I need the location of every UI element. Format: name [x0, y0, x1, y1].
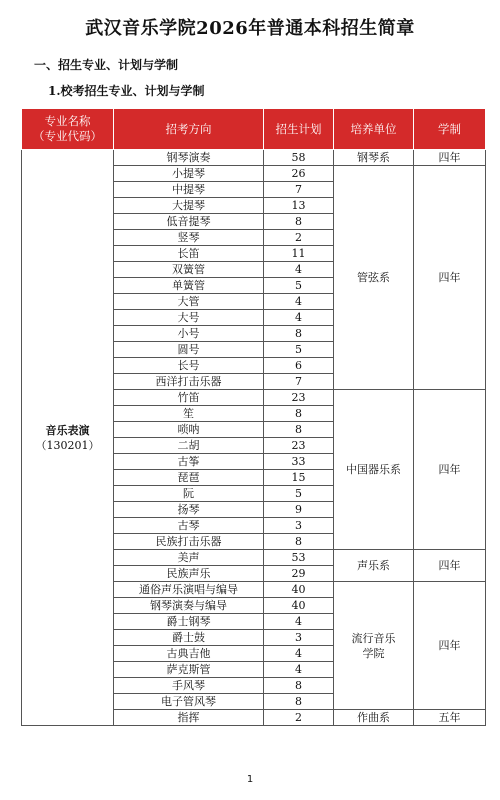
duration-cell: 四年 [414, 582, 486, 710]
plan-cell: 3 [264, 630, 334, 646]
unit-cell [334, 582, 414, 710]
plan-cell: 9 [264, 502, 334, 518]
direction-cell: 扬琴 [114, 502, 264, 518]
direction-cell: 阮 [114, 486, 264, 502]
direction-cell: 古琴 [114, 518, 264, 534]
unit-line: 学院 [362, 646, 385, 660]
plan-cell: 8 [264, 694, 334, 710]
major-cell [22, 150, 114, 726]
direction-cell: 民族打击乐器 [114, 534, 264, 550]
header-plan: 招生计划 [264, 109, 334, 150]
header-duration: 学制 [414, 109, 486, 150]
page-number: 1 [246, 774, 254, 785]
plan-cell: 8 [264, 422, 334, 438]
direction-cell: 中提琴 [114, 182, 264, 198]
plan-cell: 5 [264, 278, 334, 294]
unit-cell: 中国器乐系 [334, 390, 414, 550]
plan-cell: 8 [264, 678, 334, 694]
plan-cell: 4 [264, 262, 334, 278]
direction-cell: 爵士鼓 [114, 630, 264, 646]
plan-cell: 7 [264, 182, 334, 198]
plan-cell: 7 [264, 374, 334, 390]
unit-cell: 声乐系 [334, 550, 414, 582]
direction-cell: 手风琴 [114, 678, 264, 694]
direction-cell: 单簧管 [114, 278, 264, 294]
plan-cell: 13 [264, 198, 334, 214]
plan-cell: 4 [264, 294, 334, 310]
plan-cell: 4 [264, 662, 334, 678]
table-body [22, 150, 486, 726]
major-code: （130201） [35, 438, 100, 452]
plan-cell: 4 [264, 614, 334, 630]
plan-cell: 2 [264, 710, 334, 726]
plan-cell: 8 [264, 326, 334, 342]
header-major-name: 专业名称 [44, 114, 91, 128]
plan-cell: 23 [264, 390, 334, 406]
direction-cell: 唢呐 [114, 422, 264, 438]
direction-cell: 通俗声乐演唱与编导 [114, 582, 264, 598]
direction-cell: 竹笛 [114, 390, 264, 406]
direction-cell: 大管 [114, 294, 264, 310]
plan-cell: 8 [264, 406, 334, 422]
header-direction: 招考方向 [114, 109, 264, 150]
duration-cell: 四年 [414, 390, 486, 550]
unit-line: 流行音乐 [351, 631, 396, 645]
duration-cell: 四年 [414, 550, 486, 582]
plan-cell: 8 [264, 214, 334, 230]
direction-cell: 民族声乐 [114, 566, 264, 582]
major-name: 音乐表演 [45, 423, 90, 437]
header-major [22, 109, 114, 150]
direction-cell: 圆号 [114, 342, 264, 358]
direction-cell: 美声 [114, 550, 264, 566]
direction-cell: 小提琴 [114, 166, 264, 182]
direction-cell: 电子管风琴 [114, 694, 264, 710]
direction-cell: 琵琶 [114, 470, 264, 486]
direction-cell: 指挥 [114, 710, 264, 726]
direction-cell: 大提琴 [114, 198, 264, 214]
plan-cell: 26 [264, 166, 334, 182]
direction-cell: 爵士钢琴 [114, 614, 264, 630]
plan-cell: 33 [264, 454, 334, 470]
direction-cell: 古筝 [114, 454, 264, 470]
direction-cell: 长号 [114, 358, 264, 374]
admission-plan-table [21, 108, 486, 726]
header-unit: 培养单位 [334, 109, 414, 150]
subsection-heading: 1.校考招生专业、计划与学制 [48, 84, 205, 98]
duration-cell: 四年 [414, 150, 486, 166]
plan-cell: 23 [264, 438, 334, 454]
unit-cell: 管弦系 [334, 166, 414, 390]
direction-cell: 长笛 [114, 246, 264, 262]
direction-cell: 钢琴演奏与编导 [114, 598, 264, 614]
unit-cell: 钢琴系 [334, 150, 414, 166]
direction-cell: 萨克斯管 [114, 662, 264, 678]
direction-cell: 二胡 [114, 438, 264, 454]
direction-cell: 古典吉他 [114, 646, 264, 662]
page-title: 武汉音乐学院2026年普通本科招生简章 [85, 18, 415, 39]
plan-cell: 15 [264, 470, 334, 486]
duration-cell: 五年 [414, 710, 486, 726]
direction-cell: 大号 [114, 310, 264, 326]
section-heading: 一、招生专业、计划与学制 [34, 58, 179, 72]
plan-cell: 5 [264, 486, 334, 502]
plan-cell: 11 [264, 246, 334, 262]
direction-cell: 西洋打击乐器 [114, 374, 264, 390]
plan-cell: 40 [264, 582, 334, 598]
unit-cell: 作曲系 [334, 710, 414, 726]
plan-cell: 53 [264, 550, 334, 566]
table-row [22, 150, 486, 166]
plan-cell: 58 [264, 150, 334, 166]
plan-cell: 40 [264, 598, 334, 614]
direction-cell: 小号 [114, 326, 264, 342]
header-major-code: （专业代码） [33, 129, 102, 143]
plan-cell: 8 [264, 534, 334, 550]
table-header-row [22, 109, 486, 150]
direction-cell: 竖琴 [114, 230, 264, 246]
direction-cell: 双簧管 [114, 262, 264, 278]
plan-cell: 4 [264, 310, 334, 326]
plan-cell: 6 [264, 358, 334, 374]
plan-cell: 5 [264, 342, 334, 358]
plan-cell: 3 [264, 518, 334, 534]
direction-cell: 钢琴演奏 [114, 150, 264, 166]
plan-cell: 29 [264, 566, 334, 582]
plan-cell: 2 [264, 230, 334, 246]
plan-cell: 4 [264, 646, 334, 662]
direction-cell: 低音提琴 [114, 214, 264, 230]
direction-cell: 笙 [114, 406, 264, 422]
duration-cell: 四年 [414, 166, 486, 390]
